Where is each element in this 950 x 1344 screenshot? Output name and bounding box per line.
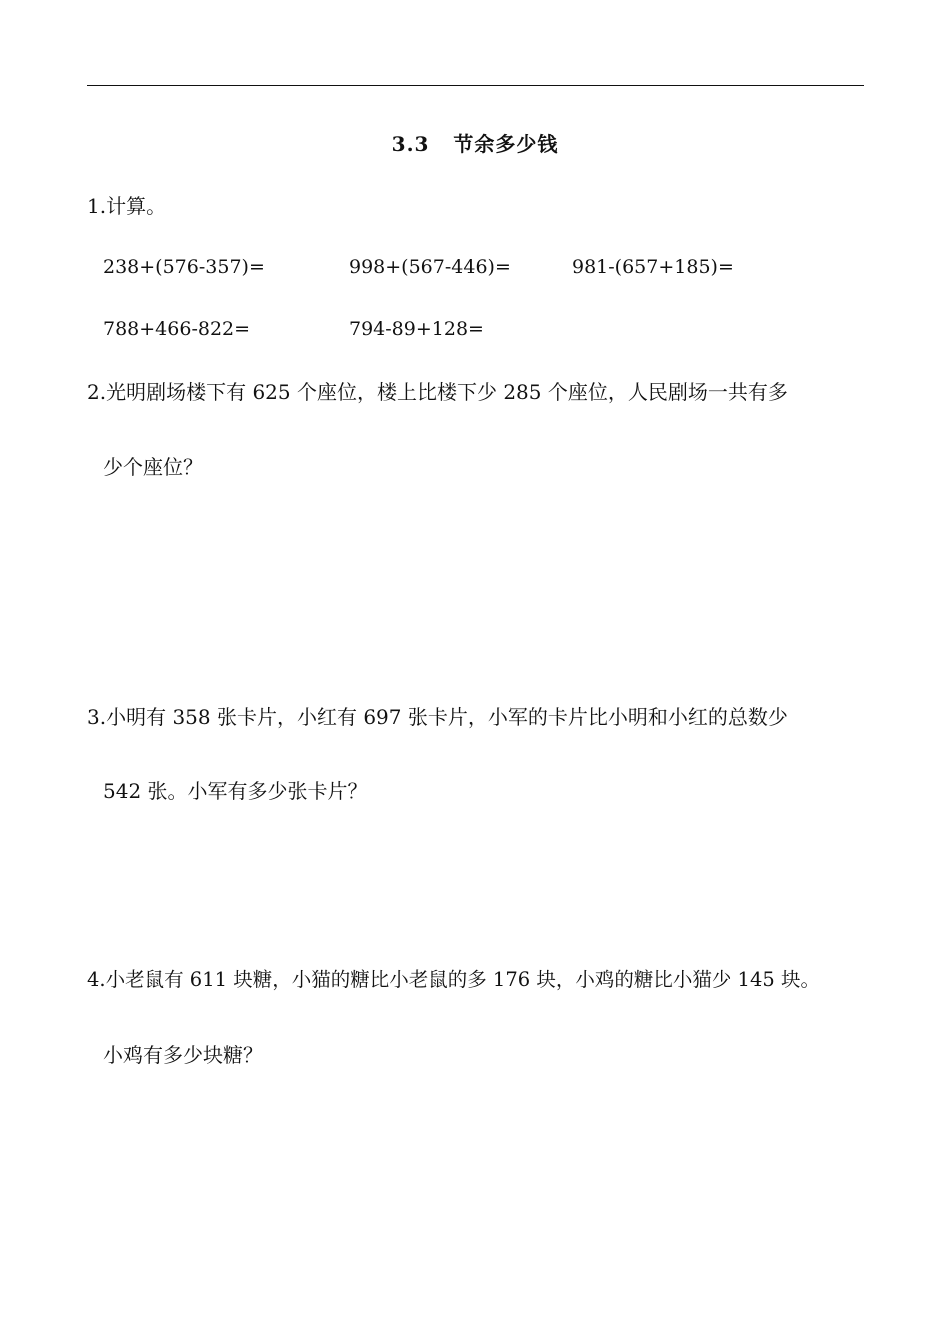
q1-expression-5: 794-89+128=	[349, 318, 484, 340]
q3-line-1: 3.小明有 358 张卡片，小红有 697 张卡片，小军的卡片比小明和小红的总数少	[87, 705, 788, 729]
top-rule	[87, 85, 864, 86]
q2-line-2: 少个座位？	[103, 455, 203, 479]
q4-line-2: 小鸡有多少块糖？	[103, 1043, 263, 1067]
q1-expression-2: 998+(567-446)=	[349, 256, 511, 278]
q1-expression-1: 238+(576-357)=	[103, 256, 265, 278]
q1-expression-3: 981-(657+185)=	[572, 256, 734, 278]
q2-line-1: 2.光明剧场楼下有 625 个座位，楼上比楼下少 285 个座位，人民剧场一共有多	[87, 380, 788, 404]
q4-line-1: 4.小老鼠有 611 块糖，小猫的糖比小老鼠的多 176 块，小鸡的糖比小猫少 145 块。	[87, 968, 820, 991]
page-title: 3.3 节余多少钱	[391, 132, 559, 156]
q1-prompt: 1.计算。	[87, 194, 167, 218]
q3-line-2: 542 张。小军有多少张卡片？	[103, 779, 368, 803]
q1-expression-4: 788+466-822=	[103, 318, 251, 340]
